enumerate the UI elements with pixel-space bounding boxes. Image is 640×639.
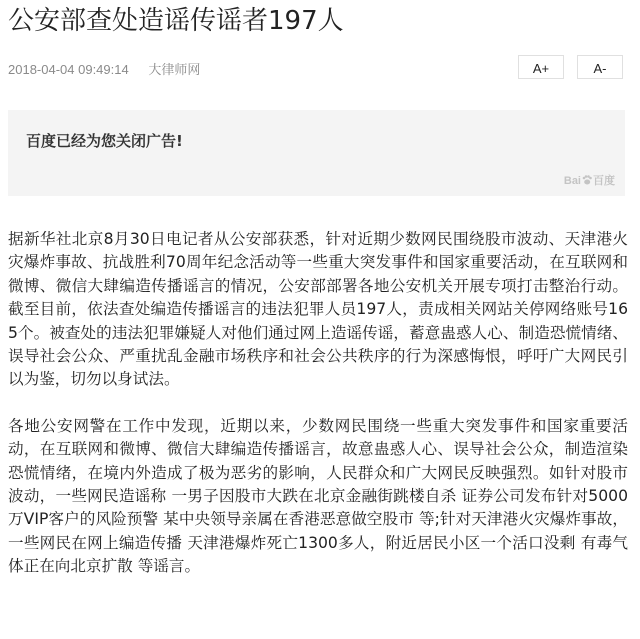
publish-date: 2018-04-04 09:49:14 xyxy=(8,62,129,77)
ad-closed-notice: 百度已经为您关闭广告! xyxy=(26,132,183,150)
article-source: 大律师网 xyxy=(148,63,201,78)
increase-font-button[interactable]: A+ xyxy=(518,55,564,79)
ad-placeholder xyxy=(8,110,625,196)
decrease-font-button[interactable]: A- xyxy=(577,55,623,79)
article-body xyxy=(8,228,628,579)
article-paragraph: 据新华社北京8月30日电记者从公安部获悉，针对近期少数网民围绕股市波动、天津港火灾爆炸事故、抗战胜利70周年纪念活动等一些重大突发事件和国家重要活动，在互联网和微博、微信大肆编造传播谣言的情况，公安部部署各地公安机关开展专项打击整治行动。截至目前，依法查处编造传播谣言的违法犯罪人员197人，责成相关网站关停网络账号165个。被查处的违法犯罪嫌疑人对他们通过网上造谣传谣，蓄意蛊惑人心、制造恐慌情绪、误导社会公众、严重扰乱金融市场秩序和社会公共秩序的行为深感悔恨，呼吁广大网民引以为鉴，切勿以身试法。 xyxy=(8,230,628,389)
article-meta xyxy=(8,59,200,78)
baidu-paw-icon xyxy=(582,175,592,185)
article-title: 公安部查处造谣传谣者197人 xyxy=(8,6,344,36)
article-paragraph: 各地公安网警在工作中发现，近期以来，少数网民围绕一些重大突发事件和国家重要活动，在互联网和微博、微信大肆编造传播谣言，故意蛊惑人心、误导社会公众，制造渲染恐慌情绪，在境内外造成了极为恶劣的影响，人民群众和广大网民反映强烈。如针对股市波动，一些网民造谣称 一男子因股市大跌在北京金融街跳楼自杀 证券公司发布针对5000万VIP客户的风险预警 某中央领导亲属在香港恶意做空股市 等;针对天津港火灾爆炸事故，一些网民在网上编造传播 天津港爆炸死亡1300多人，附近居民小区一个活口没剩 有毒气体正在向北京扩散 等谣言。 xyxy=(8,416,628,576)
baidu-logo-text-right: 百度 xyxy=(593,175,615,187)
baidu-logo xyxy=(564,172,615,188)
baidu-logo-text-left: Bai xyxy=(563,175,581,187)
